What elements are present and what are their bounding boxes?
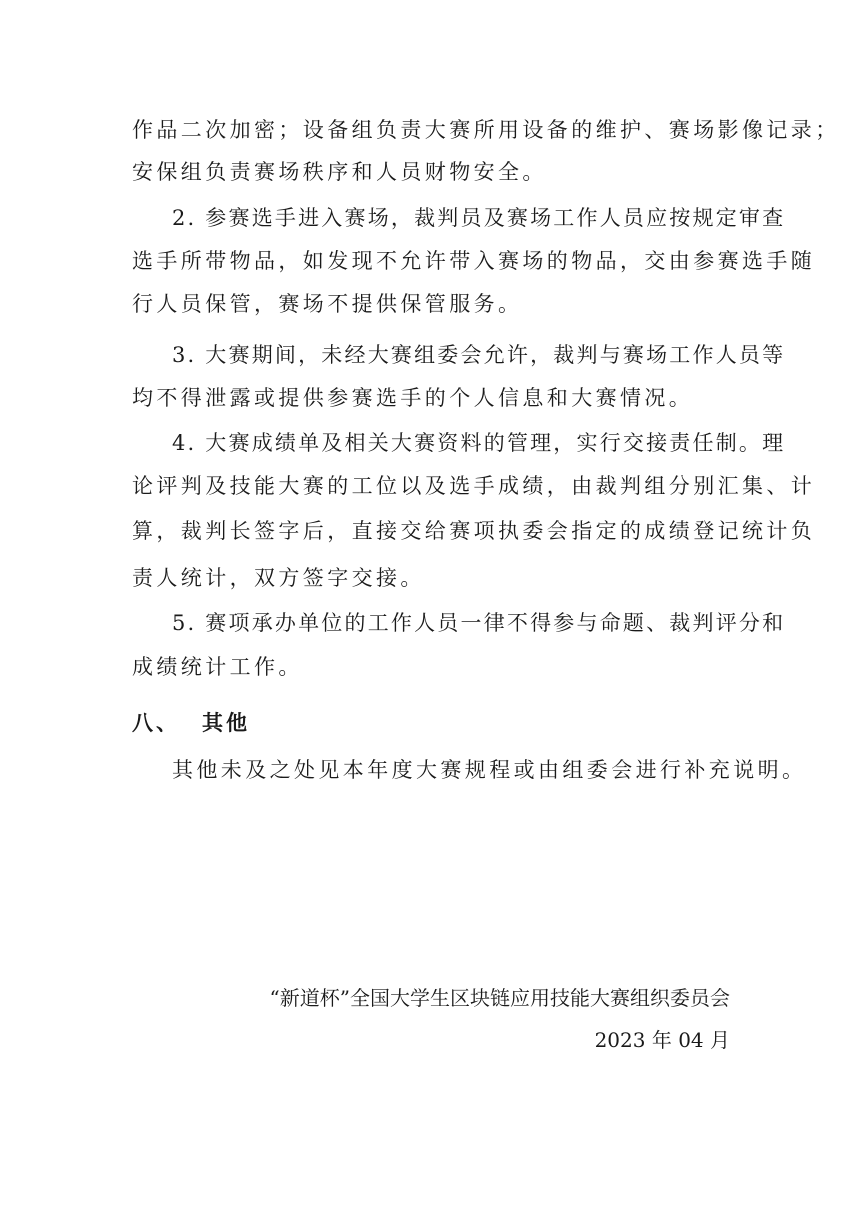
paragraph-line: 2. 参赛选手进入赛场，裁判员及赛场工作人员应按规定审查	[172, 206, 786, 230]
section-body: 其他未及之处见本年度大赛规程或由组委会进行补充说明。	[172, 758, 807, 782]
paragraph-line: 行人员保管，赛场不提供保管服务。	[132, 292, 523, 316]
paragraph-line: 作品二次加密；设备组负责大赛所用设备的维护、赛场影像记录；	[132, 118, 840, 142]
section-number: 八、	[132, 711, 180, 735]
signature-date: 2023 年 04 月	[594, 1028, 730, 1052]
paragraph-line: 均不得泄露或提供参赛选手的个人信息和大赛情况。	[132, 386, 694, 410]
section-heading	[132, 708, 250, 738]
signature-organization: “新道杯”全国大学生区块链应用技能大赛组织委员会	[269, 986, 730, 1010]
paragraph-line: 成绩统计工作。	[132, 655, 303, 679]
paragraph-line: 责人统计，双方签字交接。	[132, 566, 425, 590]
paragraph-line: 4. 大赛成绩单及相关大赛资料的管理，实行交接责任制。理	[172, 431, 786, 455]
paragraph-line: 论评判及技能大赛的工位以及选手成绩，由裁判组分别汇集、计	[132, 474, 816, 498]
paragraph-line: 选手所带物品，如发现不允许带入赛场的物品，交由参赛选手随	[132, 249, 816, 273]
paragraph-line: 算，裁判长签字后，直接交给赛项执委会指定的成绩登记统计负	[132, 519, 816, 543]
paragraph-line: 5. 赛项承办单位的工作人员一律不得参与命题、裁判评分和	[172, 611, 786, 635]
paragraph-line: 安保组负责赛场秩序和人员财物安全。	[132, 160, 547, 184]
paragraph-line: 3. 大赛期间，未经大赛组委会允许，裁判与赛场工作人员等	[172, 343, 786, 367]
section-title: 其他	[202, 711, 250, 735]
